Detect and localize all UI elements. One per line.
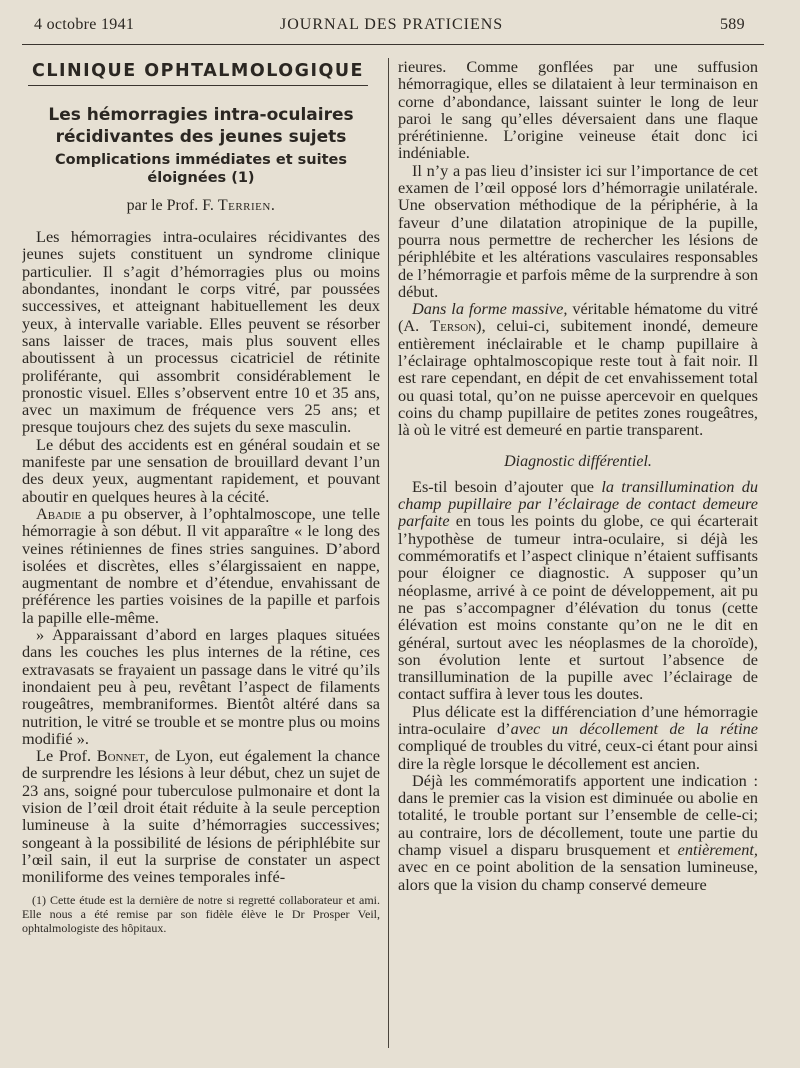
paragraph: [22, 505, 380, 626]
article-title-line-2: récidivantes des jeunes sujets: [55, 127, 347, 148]
author-name: Terrien.: [217, 196, 276, 214]
running-header: [0, 16, 800, 40]
section-title: CLINIQUE OPHTALMOLOGIQUE: [28, 63, 368, 86]
italic-text: la transillumination du champ pupillaire par l’éclairage de contact demeure parfaite: [398, 476, 758, 531]
journal-title: JOURNAL DES PRATICIENS: [280, 16, 504, 33]
right-column: [398, 58, 758, 1058]
italic-text: entièrement,: [677, 840, 758, 860]
paragraph: [398, 772, 758, 893]
cited-name: Abadie: [36, 503, 82, 523]
footnote: (1) Cette étude est la dernière de notre si regretté collaborateur et ami. Elle nous a été remise par son fidèle élève le Dr Prosper Veil, ophtalmologiste des hôpitaux.: [22, 893, 380, 936]
paragraph-text: en tous les points du globe, ce qui écarterait l’hypothèse de tumeur intra-oculaire, si déjà les commémoratifs et l’aspect clinique n’étaient suffisants pour éloigner ce diagnostic. A supposer qu’un néoplasme, arrivé à ce point de développement, ait pu ne pas s’accompagner d’élévation du tonus (cette élévation est moins constante qu’on ne le dit en général, surtout avec les néoplasmes de la choroïde), son évolution lente et surtout l’absence de transillumination de la pupille avec l’éclairage de contact suffira à lever tous les doutes.: [398, 511, 758, 704]
header-rule: [22, 44, 764, 45]
paragraph-text: , de Lyon, eut également la chance de surprendre les lésions à leur début, chez un sujet de 23 ans, soigné pour tuberculose pulmonaire et dont la vision de l’œil droit était réduite à la seule perception lumineuse à la suite d’hémorragies successives; songeant à la possibilité de lésions de périphlébite sur l’œil sain, il eut la surprise de constater un aspect moniliforme des veines temporales infé-: [22, 746, 380, 887]
column-divider: [388, 58, 389, 1048]
author-line: [22, 197, 380, 214]
paragraph-text: Le Prof.: [36, 746, 97, 766]
paragraph-text: avec en ce point abolition de la sensation lumineuse, alors que la vision du champ conservé demeure: [398, 857, 758, 894]
paragraph-text: ), celui-ci, subitement inondé, demeure entièrement inéclairable et le champ pupillaire à l’éclairage ophtalmoscopique reste tout à fait noir. Il est rare cependant, en dépit de cet envahissement total ou quasi total, qu’on ne puisse apercevoir en quelques coins du champ pupillaire de petites zones rougeâtres, là où le vitré est demeuré en partie transparent.: [398, 316, 758, 440]
article-title: [22, 104, 380, 148]
paragraph: [398, 703, 758, 772]
page-number: 589: [720, 16, 745, 33]
paragraph: Les hémorragies intra-oculaires récidivantes des jeunes sujets constituent un syndrome clinique particulier. Il s’agit d’hémorragies plus ou moins abondantes, inondant le corps vitré, par poussées successives, et atteignant habituellement les deux yeux, à intervalle variable. Elles peuvent se résorber sans laisser de traces, mais plus souvent elles aboutissent à un processus cicatriciel de rétinite proliférante, qui assombrit considérablement le pronostic visuel. Elles s’observent entre 10 et 35 ans, avec un maximum de fréquence vers 25 ans; et presque toujours chez des sujets du sexe masculin.: [22, 227, 380, 437]
cited-name: Terson: [430, 316, 477, 336]
subheading: Diagnostic différentiel.: [504, 452, 652, 470]
paragraph-text: Plus délicate est la différenciation d’une hémorragie intra-oculaire d’: [398, 701, 758, 738]
paragraph-text: Es-til besoin d’ajouter que: [412, 476, 602, 496]
paragraph: [22, 747, 380, 885]
paragraph-text: compliqué de troubles du vitré, ceux-ci étant pour ainsi dire la règle lorsque le décollement est ancien.: [398, 736, 758, 773]
article-title-line-1: Les hémorragies intra-oculaires: [48, 105, 354, 126]
paragraph: [398, 300, 758, 438]
italic-text: avec un décollement de la rétine: [510, 718, 758, 738]
paragraph: » Apparaissant d’abord en larges plaques situées dans les couches les plus internes de la rétine, ces extravasats se frayaient un passage dans le vitré qu’ils inondaient peu à peu, revêtant l’aspect de filaments rougeâtres, membraniformes. Bientôt altéré dans sa nutrition, le vitré se trouble et se montre plus ou moins modifié ».: [22, 625, 380, 748]
left-column: [22, 58, 380, 1058]
paragraph: rieures. Comme gonflées par une suffusion hémorragique, elles se dilataient à leur terminaison en corne d’abondance, laissant suinter le long de leur paroi le sang qu’elles déversaient dans une flaque prérétinienne. L’origine veineuse était donc ici indéniable.: [398, 58, 758, 163]
cited-name: Bonnet: [96, 746, 145, 766]
article-subtitle: Complications immédiates et suites éloignées (1): [54, 152, 347, 186]
paragraph: [398, 478, 758, 703]
paragraph-text: a pu observer, à l’ophtalmoscope, une telle hémorragie à son début. Il vit apparaître « le long des veines rétiniennes de fines stries sanguines. D’abord isolées et discrètes, elles s’élargissaient en nappe, augmentant de nombre et d’étendue, envahissant de préférence les parties voisines de la papille et parfois la papille elle-même.: [22, 503, 380, 627]
paragraph-text: véritable hématome du vitré (A.: [398, 299, 758, 336]
paragraph: Le début des accidents est en général soudain et se manifeste par une sensation de brouillard devant l’un des deux yeux, augmentant rapidement, et pouvant aboutir en quelques heures à la cécité.: [22, 434, 380, 506]
paragraph-text: Déjà les commémoratifs apportent une indication : dans le premier cas la vision est diminuée ou abolie en totalité, le trouble portant sur l’ensemble de celle-ci; au contraire, lors de décollement, toute une partie du champ visuel a disparu brusquement et: [398, 770, 758, 860]
italic-text: Dans la forme massive,: [412, 299, 568, 319]
paragraph: Il n’y a pas lieu d’insister ici sur l’importance de cet examen de l’œil opposé lors d’hémorragie unilatérale. Une observation méthodique de la périphérie, à la faveur d’une dilatation atropinique de la pupille, pourra nous permettre de rechercher les lésions de périphlébite et les altérations vasculaires responsables de l’hémorragie et parfois même de la surprendre à son début.: [398, 160, 758, 301]
author-prefix: par le Prof. F.: [126, 196, 218, 214]
issue-date: 4 octobre 1941: [34, 16, 135, 33]
